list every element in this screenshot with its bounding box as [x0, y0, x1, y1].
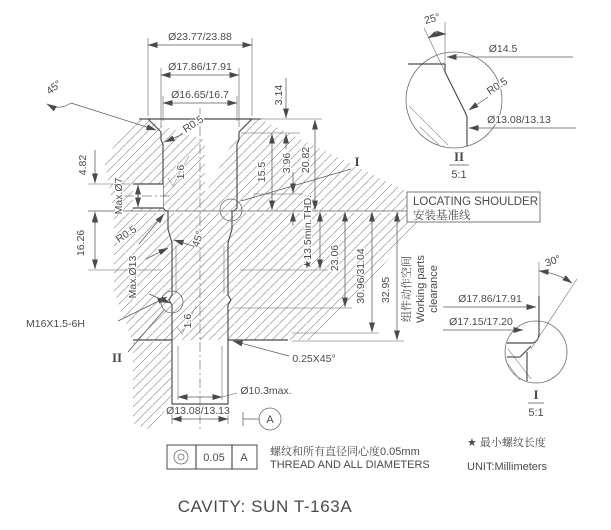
- tolerance-note-cn: 螺纹和所有直径同心度0.05mm: [270, 446, 420, 458]
- detail-i-dia-outer: Ø17.86/17.91: [458, 293, 522, 305]
- detail-i-pointer-label: I: [354, 154, 360, 169]
- shoulder-note-cn: 安装基准线: [413, 210, 471, 222]
- dim-15-5: 15.5: [256, 161, 268, 183]
- dim-16-26: 16.26: [75, 229, 87, 257]
- unit-footnote: UNIT:Millimeters: [467, 461, 548, 473]
- locating-shoulder-note: [407, 192, 540, 222]
- tolerance-value: 0.05: [203, 452, 225, 464]
- detail-ii-angle: 25°: [422, 11, 442, 27]
- dim-chamfer-bottom: 0.25X45°: [292, 353, 336, 365]
- footnotes: [467, 435, 548, 473]
- finish-lower: 1.6: [182, 313, 194, 329]
- detail-ii-pointer-label: II: [111, 350, 123, 365]
- datum-a-label: A: [266, 414, 274, 426]
- dim-bottom-max: Ø10.3max.: [240, 385, 292, 397]
- tolerance-note-en: THREAD AND ALL DIAMETERS: [270, 459, 430, 471]
- dim-radius-left: R0.5: [113, 223, 139, 246]
- detail-view-ii: [406, 11, 576, 181]
- tolerance-datum: A: [240, 452, 248, 464]
- detail-ii-dia-outer: Ø14.5: [488, 43, 518, 55]
- dim-20-82: 20.82: [300, 146, 312, 174]
- dim-chamfer-depth: 3.14: [273, 84, 285, 106]
- dim-side-hole-max: Max.Ø7: [113, 177, 125, 215]
- dim-32-95: 32.95: [380, 276, 392, 304]
- dim-23-06: 23.06: [329, 244, 341, 272]
- detail-ii-boundary: [406, 52, 502, 148]
- clearance-note-cn: 组件动作空间: [401, 256, 413, 322]
- detail-ii-title: II: [453, 149, 465, 164]
- clearance-note-en2: clearance: [428, 265, 440, 313]
- detail-i-angle: 30°: [543, 252, 563, 270]
- detail-ii-dia-inner: Ø13.08/13.13: [487, 114, 551, 126]
- detail-i-scale: 5:1: [528, 407, 544, 419]
- detail-view-i: [443, 253, 577, 419]
- clearance-note-en1: Working parts: [415, 255, 427, 323]
- finish-upper: 1.6: [175, 164, 187, 180]
- bottom-dimensions: [166, 341, 335, 430]
- dim-30-96: 30.96/31.04: [355, 248, 367, 304]
- detail-i-dia-inner: Ø17.15/17.20: [449, 316, 513, 328]
- dim-angle-top-left: 45°: [44, 78, 65, 98]
- dim-3-96: 3.96: [281, 152, 293, 174]
- dim-top-diameter-1: Ø23.77/23.88: [168, 31, 232, 43]
- shoulder-note-en: LOCATING SHOULDER: [413, 196, 539, 208]
- feature-control-frame: [167, 444, 430, 471]
- dim-top-diameter-2: Ø17.86/17.91: [168, 61, 232, 73]
- dim-neck-max: Max.Ø13: [127, 255, 139, 299]
- thread-spec-callout: M16X1.5-6H: [26, 318, 85, 330]
- dim-bottom-diameter: Ø13.08/13.13: [166, 405, 230, 417]
- dim-4-82: 4.82: [77, 154, 89, 176]
- dim-angle-mid: 45°: [189, 229, 207, 249]
- star-footnote: ★ 最小螺纹长度: [467, 437, 546, 449]
- detail-i-title: I: [533, 387, 539, 402]
- detail-ii-radius: R0.5: [484, 75, 510, 98]
- dim-top-diameter-3: Ø16.65/16.7: [171, 89, 229, 101]
- detail-ii-scale: 5:1: [451, 169, 467, 181]
- dim-thread-min-depth: ★13.5min.THD.: [302, 194, 314, 270]
- drawing-title: CAVITY: SUN T-163A: [177, 497, 353, 516]
- dim-radius-top: R0.5: [180, 113, 206, 136]
